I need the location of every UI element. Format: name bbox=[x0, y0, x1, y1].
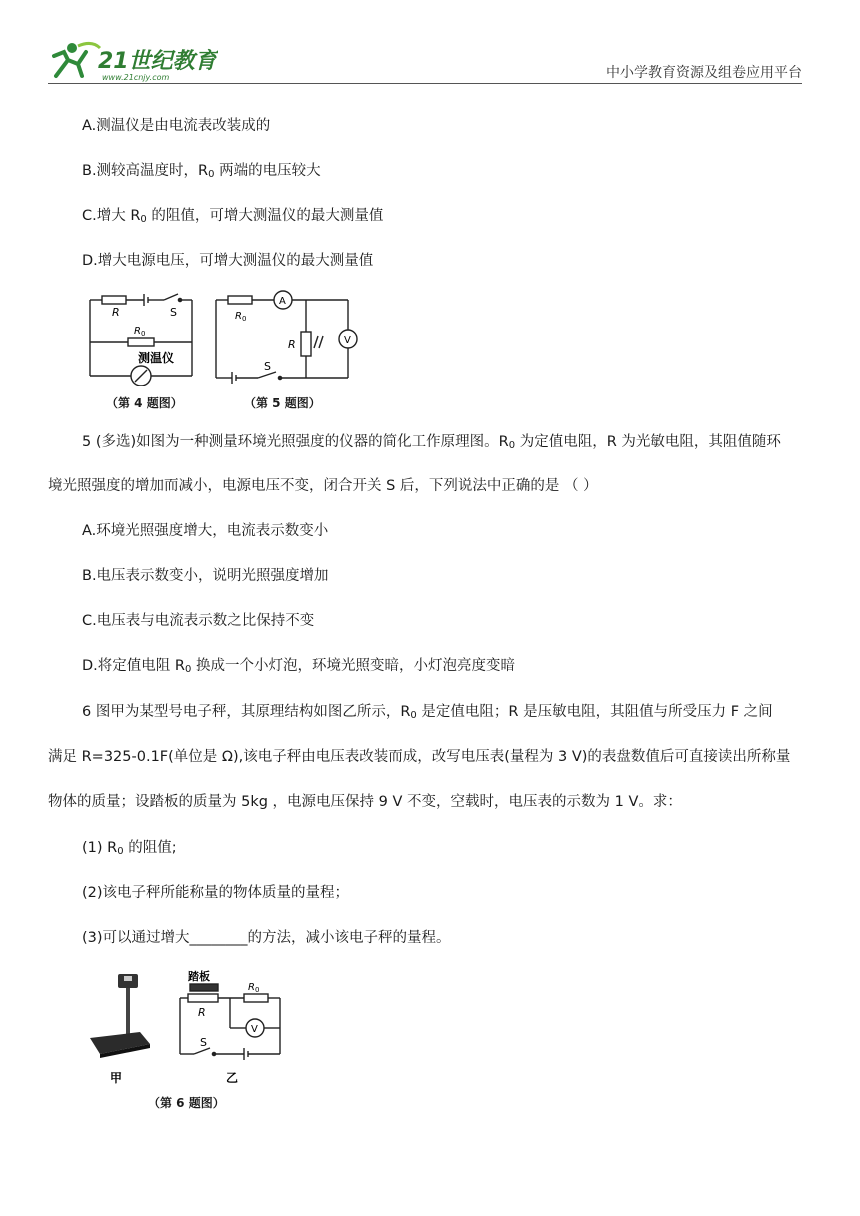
label-r0-sub: 0 bbox=[242, 315, 247, 323]
label-r0: R bbox=[235, 311, 242, 322]
figure-5-circuit bbox=[210, 290, 360, 386]
figure-6 bbox=[84, 966, 294, 1086]
label-s: S bbox=[264, 360, 271, 373]
resistor-r bbox=[102, 296, 126, 304]
q4-option-a: A.测温仪是由电流表改装成的 bbox=[82, 118, 271, 134]
label-s: S bbox=[200, 1036, 207, 1049]
q6-sub-1: (1) $R_0$ 的阻值; bbox=[82, 840, 177, 857]
q6-line-3: 物体的质量；设踏板的质量为 5kg ，电源电压保持 9 V 不变，空载时，电压表的示数为 1 V。求： bbox=[48, 794, 682, 810]
q6-line-1: 6 图甲为某型号电子秤，其原理结构如图乙所示，$R_0$ 是定值电阻；R 是压敏电阻，其阻值与所受压力 F 之间 bbox=[82, 704, 773, 721]
q6-line-2: 满足 R=325-0.1F(单位是 Ω),该电子秤由电压表改装而成，改写电压表(量程为 3 V)的表盘数值后可直接读出所称量 bbox=[48, 749, 791, 765]
q5-option-a: A.环境光照强度增大，电流表示数变小 bbox=[82, 523, 329, 539]
resistor-r0 bbox=[128, 338, 154, 346]
q5-option-b: B.电压表示数变小，说明光照强度增加 bbox=[82, 568, 329, 584]
label-v: V bbox=[251, 1024, 258, 1035]
platform-name: 中小学教育资源及组卷应用平台 bbox=[606, 65, 802, 81]
resistor-r bbox=[188, 994, 218, 1002]
figure-6-caption: （第 6 题图） bbox=[148, 1096, 225, 1110]
q5-line-1: 5 (多选)如图为一种测量环境光照强度的仪器的简化工作原理图。$R_0$ 为定值电阻，R 为光敏电阻，其阻值随环 bbox=[82, 434, 781, 451]
q5-option-d: D.将定值电阻 $R_0$ 换成一个小灯泡，环境光照变暗，小灯泡亮度变暗 bbox=[82, 658, 515, 675]
figure-4-caption: （第 4 题图） bbox=[106, 396, 183, 410]
label-pedal: 踏板 bbox=[188, 970, 210, 983]
label-v: V bbox=[344, 335, 351, 346]
q6-sub-3: (3)可以通过增大________的方法，减小该电子秤的量程。 bbox=[82, 930, 451, 946]
q4-option-d: D.增大电源电压，可增大测温仪的最大测量值 bbox=[82, 253, 374, 269]
resistor-r0 bbox=[244, 994, 268, 1002]
figure-5-caption: （第 5 题图） bbox=[244, 396, 321, 410]
logo bbox=[48, 38, 218, 84]
label-r: R bbox=[288, 338, 296, 351]
q4-option-c: C.增大 $R_0$ 的阻值，可增大测温仪的最大测量值 bbox=[82, 208, 384, 225]
label-r0: R bbox=[248, 982, 255, 993]
answer-blank: ________ bbox=[189, 930, 248, 946]
label-r0-sub: 0 bbox=[255, 986, 260, 994]
label-r: R bbox=[112, 306, 120, 319]
label-a: A bbox=[279, 296, 286, 307]
label-r0-sub: 0 bbox=[141, 330, 146, 338]
photoresistor-r bbox=[301, 332, 311, 356]
label-jia: 甲 bbox=[110, 1071, 123, 1085]
switch-s bbox=[164, 294, 178, 300]
label-r: R bbox=[198, 1006, 206, 1019]
resistor-r0 bbox=[228, 296, 252, 304]
header-divider bbox=[48, 83, 802, 84]
q6-sub-2: (2)该电子秤所能称量的物体质量的量程； bbox=[82, 885, 350, 901]
label-thermometer: 测温仪 bbox=[138, 351, 175, 365]
q5-option-c: C.电压表与电流表示数之比保持不变 bbox=[82, 613, 315, 629]
label-yi: 乙 bbox=[226, 1071, 239, 1085]
scale-device-image bbox=[90, 974, 150, 1058]
runner-icon bbox=[54, 43, 100, 76]
figure-4-circuit bbox=[86, 290, 198, 386]
q4-option-b: B.测较高温度时，$R_0$ 两端的电压较大 bbox=[82, 163, 321, 180]
pedal bbox=[190, 984, 218, 991]
logo-main-text: 21世纪教育 bbox=[98, 49, 217, 74]
logo-sub-text: www.21cnjy.com bbox=[102, 73, 170, 82]
label-r0: R bbox=[134, 326, 141, 337]
label-s: S bbox=[170, 306, 177, 319]
q5-line-2: 境光照强度的增加而减小，电源电压不变，闭合开关 S 后，下列说法中正确的是 （ ） bbox=[48, 478, 598, 494]
